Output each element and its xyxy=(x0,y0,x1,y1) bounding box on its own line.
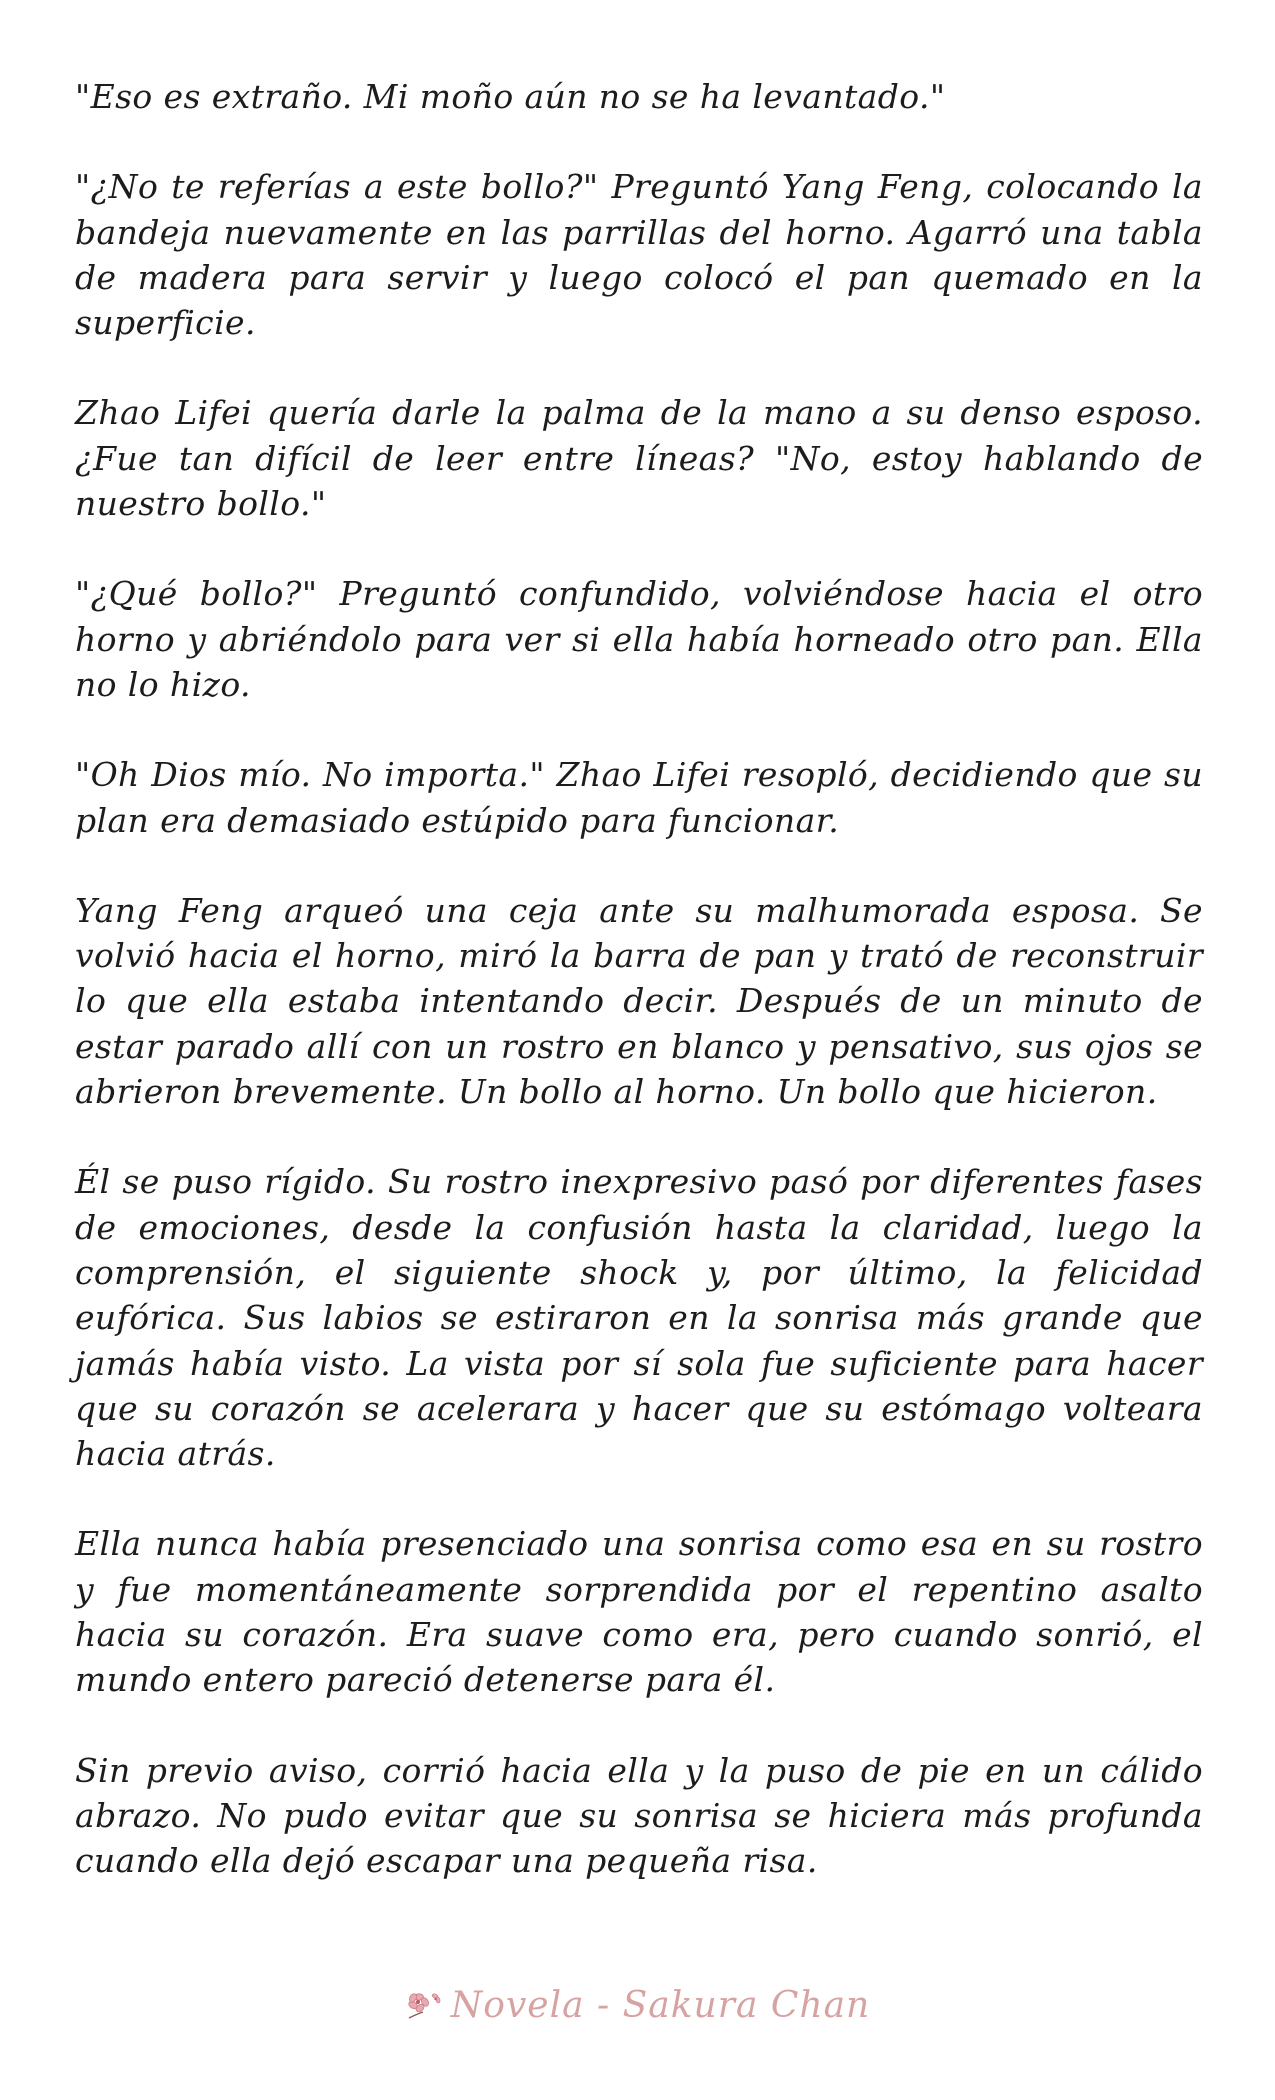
paragraph-1: "Eso es extraño. Mi moño aún no se ha levantado." xyxy=(75,77,946,116)
document-body xyxy=(75,74,1203,1929)
cherry-blossom-icon xyxy=(405,1988,443,2022)
paragraph-5: "Oh Dios mío. No importa." Zhao Lifei resopló, decidiendo que su plan era demasiado estúpido para funcionar. xyxy=(75,755,1203,840)
paragraph-7: Él se puso rígido. Su rostro inexpresivo pasó por diferentes fases de emociones, desde la confusión hasta la claridad, luego la comprensión, el siguiente shock y, por último, la felicidad eufórica. Sus labios se estiraron en la sonrisa más grande que jamás había visto. La vista por sí sola fue suficiente para hacer que su corazón se acelerara y hacer que su estómago volteara hacia atrás. xyxy=(75,1162,1203,1474)
paragraph-6: Yang Feng arqueó una ceja ante su malhumorada esposa. Se volvió hacia el horno, miró la barra de pan y trató de reconstruir lo que ella estaba intentando decir. Después de un minuto de estar parado allí con un rostro en blanco y pensativo, sus ojos se abrieron brevemente. Un bollo al horno. Un bollo que hicieron. xyxy=(75,890,1203,1112)
watermark xyxy=(0,1980,1275,2030)
paragraph-9: Sin previo aviso, corrió hacia ella y la puso de pie en un cálido abrazo. No pudo evitar que su sonrisa se hiciera más profunda cuando ella dejó escapar una pequeña risa. xyxy=(75,1750,1203,1881)
paragraph-8: Ella nunca había presenciado una sonrisa como esa en su rostro y fue momentáneamente sorprendida por el repentino asalto hacia su corazón. Era suave como era, pero cuando sonrió, el mundo entero pareció detenerse para él. xyxy=(75,1524,1203,1700)
paragraph-4: "¿Qué bollo?" Preguntó confundido, volviéndose hacia el otro horno y abriéndolo para ver si ella había horneado otro pan. Ella no lo hizo. xyxy=(75,574,1203,704)
paragraph-3: Zhao Lifei quería darle la palma de la mano a su denso esposo. ¿Fue tan difícil de leer entre líneas? "No, estoy hablando de nuestro bollo." xyxy=(75,393,1203,524)
watermark-text: Novela - Sakura Chan xyxy=(450,1984,871,2026)
paragraph-2: "¿No te referías a este bollo?" Preguntó Yang Feng, colocando la bandeja nuevamente en las parrillas del horno. Agarró una tabla de madera para servir y luego colocó el pan quemado en la superficie. xyxy=(75,167,1203,343)
